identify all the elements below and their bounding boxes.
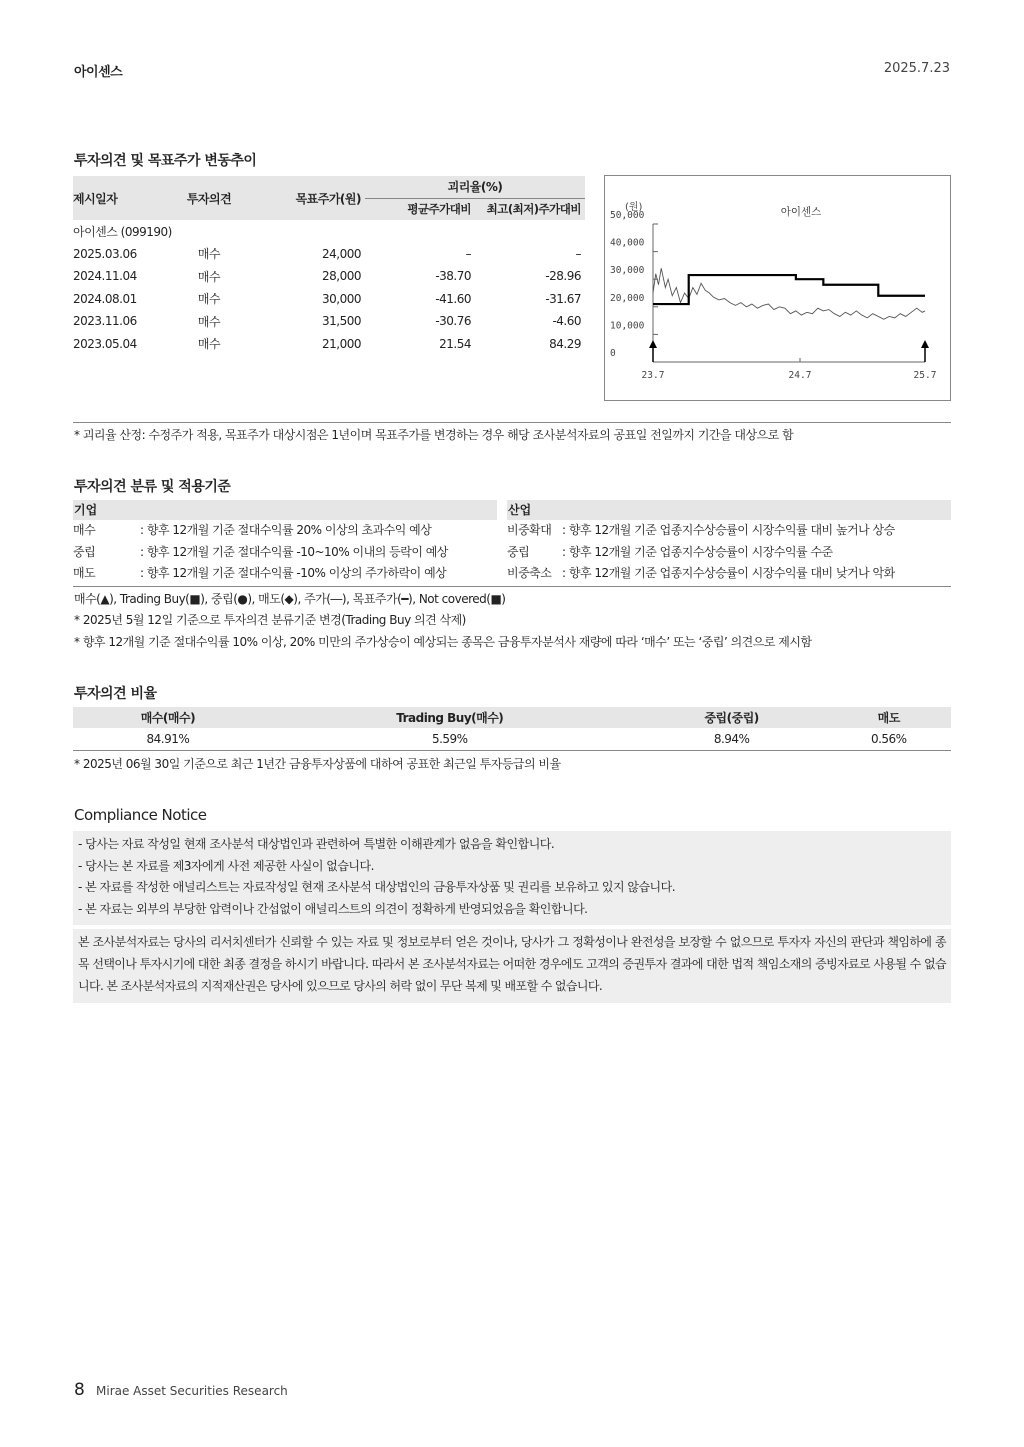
header-date: 2025.7.23 bbox=[883, 61, 950, 76]
y-tick-label: 0 bbox=[610, 348, 616, 359]
row-target: 31,500 bbox=[322, 314, 361, 329]
divider bbox=[73, 422, 951, 423]
table-row bbox=[73, 243, 585, 266]
corp-row bbox=[73, 520, 497, 542]
ratio-table bbox=[73, 707, 951, 751]
corp-desc: : 향후 12개월 기준 절대수익률 -10~10% 이내의 등락이 예상 bbox=[140, 544, 448, 559]
chart-title: 아이센스 bbox=[780, 206, 822, 218]
compliance-title: Compliance Notice bbox=[74, 806, 207, 824]
row-target: 24,000 bbox=[322, 246, 361, 261]
y-tick-label: 50,000 bbox=[610, 210, 645, 221]
criteria-note-2: * 향후 12개월 기준 절대수익률 10% 이상, 20% 미만의 주가상승이 예상되는 종목은 금융투자분석사 재량에 따라 ‘매수’ 또는 ‘중립’ 의견으로 제시함 bbox=[74, 635, 812, 649]
opinion-section-title: 투자의견 및 목표주가 변동추이 bbox=[74, 153, 257, 169]
row-target: 30,000 bbox=[322, 291, 361, 306]
company-row bbox=[73, 220, 585, 243]
ratio-header: 중립(중립) bbox=[637, 707, 827, 728]
disclaimer-box bbox=[73, 929, 951, 1003]
ratio-value: 84.91% bbox=[73, 728, 263, 750]
industry-desc: : 향후 12개월 기준 업종지수상승률이 시장수익률 대비 높거나 상승 bbox=[562, 523, 895, 537]
company-code: 아이센스 (099190) bbox=[73, 224, 172, 239]
price-chart bbox=[604, 175, 951, 401]
buy-arrow-head bbox=[921, 340, 929, 348]
row-target: 28,000 bbox=[322, 269, 361, 284]
row-date: 2024.08.01 bbox=[73, 291, 137, 306]
corp-label: 매수 bbox=[73, 523, 96, 537]
corp-row bbox=[73, 563, 497, 585]
compliance-list bbox=[73, 831, 951, 925]
col-max: 최고(최저)주가대비 bbox=[475, 198, 585, 220]
row-date: 2023.11.06 bbox=[73, 314, 137, 329]
row-max: 84.29 bbox=[549, 336, 581, 351]
row-date: 2023.05.04 bbox=[73, 336, 137, 351]
col-opinion: 투자의견 bbox=[173, 176, 245, 220]
row-max: -4.60 bbox=[552, 314, 581, 329]
col-target: 목표주가(원) bbox=[245, 176, 365, 220]
y-tick-label: 40,000 bbox=[610, 237, 645, 249]
header-company: 아이센스 bbox=[74, 65, 123, 80]
y-tick-label: 20,000 bbox=[610, 292, 645, 304]
row-avg: -30.76 bbox=[435, 314, 471, 329]
table-row bbox=[73, 288, 585, 311]
table-header-row bbox=[73, 176, 585, 198]
industry-label: 중립 bbox=[507, 544, 530, 559]
ratio-note: * 2025년 06월 30일 기준으로 최근 1년간 금융투자상품에 대하여 공표한 최근일 투자등급의 비율 bbox=[74, 757, 561, 771]
row-date: 2025.03.06 bbox=[73, 246, 137, 261]
corp-label: 중립 bbox=[73, 544, 96, 559]
row-avg: -41.60 bbox=[435, 291, 471, 306]
row-avg: – bbox=[465, 246, 471, 261]
col-avg: 평균주가대비 bbox=[365, 198, 475, 220]
disclaimer-text: 본 조사분석자료는 당사의 리서치센터가 신뢰할 수 있는 자료 및 정보로부터 얻은 것이나, 당사가 그 정확성이나 완전성을 보장할 수 없으므로 투자자 자신의 판단과 책임하에 종목 선택이나 투자시기에 대한 최종 결정을 하시기 바랍니다. 따라서 본 조사분석자료는 어떠한 경우에도 고객의 증권투자 결과에 대한 법적 책임소재의 증빙자료로 사용될 수 없습니다. 본 조사분석자료의 지적재산권은 당사에 있으므로 당사의 허락 없이 무단 복제 및 배포할 수 없습니다. bbox=[78, 935, 946, 993]
row-opinion: 매수 bbox=[197, 314, 221, 329]
compliance-item: - 당사는 본 자료를 제3자에게 사전 제공한 사실이 없습니다. bbox=[78, 858, 374, 873]
compliance-item: - 본 자료는 외부의 부당한 압력이나 간섭없이 애널리스트의 의견이 정확하게 반영되었음을 확인합니다. bbox=[78, 901, 588, 916]
row-opinion: 매수 bbox=[197, 337, 221, 352]
x-tick-label: 24.7 bbox=[788, 370, 812, 381]
buy-arrow-head bbox=[649, 340, 657, 348]
corp-label: 매도 bbox=[73, 566, 96, 580]
corp-desc: : 향후 12개월 기준 절대수익률 -10% 이상의 주가하락이 예상 bbox=[140, 566, 447, 580]
compliance-item: - 본 자료를 작성한 애널리스트는 자료작성일 현재 조사분석 대상법인의 금융투자상품 및 권리를 보유하고 있지 않습니다. bbox=[78, 880, 676, 894]
industry-label: 비중확대 bbox=[507, 523, 552, 537]
ratio-value-row bbox=[73, 728, 951, 750]
page-number: 8 bbox=[74, 1380, 85, 1400]
row-opinion: 매수 bbox=[197, 292, 221, 307]
opinion-table bbox=[73, 176, 585, 355]
row-avg: -38.70 bbox=[435, 269, 471, 284]
table-row bbox=[73, 310, 585, 333]
corp-row bbox=[73, 542, 497, 564]
corp-desc: : 향후 12개월 기준 절대수익률 20% 이상의 초과수익 예상 bbox=[140, 523, 432, 537]
y-tick-label: 30,000 bbox=[610, 265, 645, 277]
table-row bbox=[73, 265, 585, 288]
y-axis-label: (원) bbox=[625, 202, 643, 213]
x-tick-label: 23.7 bbox=[641, 370, 665, 381]
row-max: -28.96 bbox=[545, 269, 581, 284]
compliance-item: - 당사는 자료 작성일 현재 조사분석 대상법인과 관련하여 특별한 이해관계가 없음을 확인합니다. bbox=[78, 837, 555, 851]
row-max: – bbox=[575, 246, 581, 261]
row-date: 2024.11.04 bbox=[73, 269, 137, 284]
industry-row bbox=[507, 542, 951, 564]
footer-publisher: Mirae Asset Securities Research bbox=[96, 1384, 288, 1398]
ratio-header: 매수(매수) bbox=[73, 707, 263, 728]
chart-axes bbox=[610, 200, 936, 381]
industry-row bbox=[507, 563, 951, 585]
gap-footnote: * 괴리율 산정: 수정주가 적용, 목표주가 대상시점은 1년이며 목표주가를 변경하는 경우 해당 조사분석자료의 공표일 전일까지 기간을 대상으로 함 bbox=[74, 428, 794, 442]
row-max: -31.67 bbox=[545, 291, 581, 306]
industry-desc: : 향후 12개월 기준 업종지수상승률이 시장수익률 대비 낮거나 악화 bbox=[562, 566, 895, 580]
ratio-section-title: 투자의견 비율 bbox=[74, 686, 157, 702]
row-avg: 21.54 bbox=[439, 336, 471, 351]
x-tick-label: 25.7 bbox=[913, 370, 937, 381]
row-opinion: 매수 bbox=[197, 269, 221, 284]
criteria-table bbox=[73, 500, 951, 587]
ratio-value: 0.56% bbox=[827, 728, 951, 750]
ratio-value: 5.59% bbox=[263, 728, 637, 750]
ratio-header-row bbox=[73, 707, 951, 728]
ratio-header: Trading Buy(매수) bbox=[263, 707, 637, 728]
legend-note: 매수(▲), Trading Buy(■), 중립(●), 매도(◆), 주가(―), 목표주가(━), Not covered(■) bbox=[74, 592, 506, 606]
table-row bbox=[73, 333, 585, 356]
criteria-section-title: 투자의견 분류 및 적용기준 bbox=[74, 479, 231, 495]
row-opinion: 매수 bbox=[197, 247, 221, 262]
row-target: 21,000 bbox=[322, 336, 361, 351]
ratio-value: 8.94% bbox=[637, 728, 827, 750]
ratio-header: 매도 bbox=[827, 707, 951, 728]
chart-svg bbox=[605, 176, 950, 400]
industry-heading: 산업 bbox=[507, 500, 951, 520]
criteria-note-1: * 2025년 5월 12일 기준으로 투자의견 분류기준 변경(Trading Buy 의견 삭제) bbox=[74, 613, 466, 627]
col-date: 제시일자 bbox=[73, 176, 173, 220]
industry-desc: : 향후 12개월 기준 업종지수상승률이 시장수익률 수준 bbox=[562, 544, 833, 559]
industry-label: 비중축소 bbox=[507, 566, 552, 580]
chart-lines bbox=[649, 268, 929, 362]
y-tick-label: 10,000 bbox=[610, 320, 645, 332]
corp-heading: 기업 bbox=[73, 500, 497, 520]
industry-row bbox=[507, 520, 951, 542]
col-gap: 괴리율(%) bbox=[365, 176, 585, 198]
